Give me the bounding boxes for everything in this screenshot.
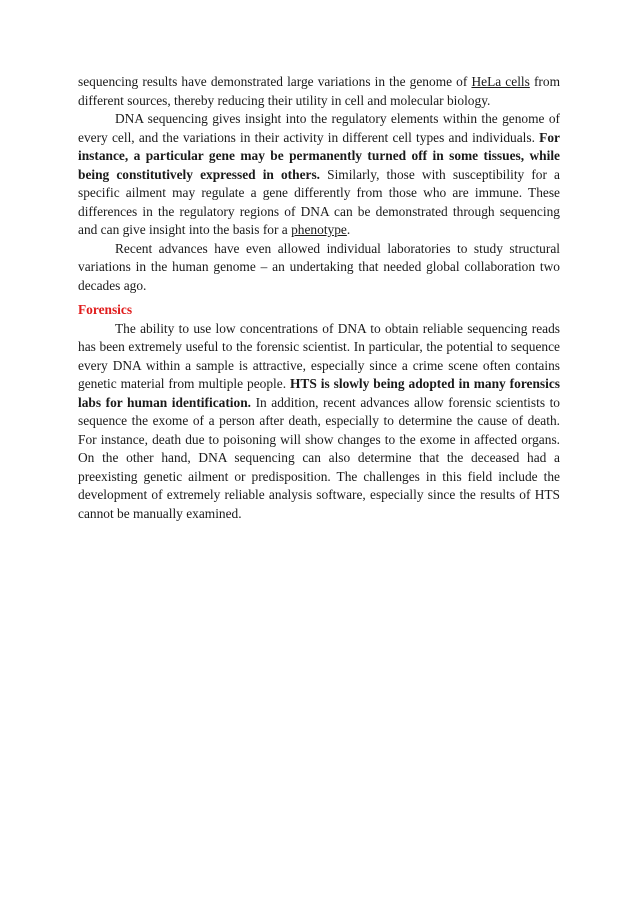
- document-body: [78, 73, 560, 523]
- bold-statement: HTS is slowly being adopted in many forensics labs for human identification.: [78, 376, 560, 410]
- paragraph-text: The ability to use low concentrations of DNA to obtain reliable sequencing reads has been extremely useful to the forensic scientist. In particular, the potential to sequence every DNA within a sample is attractive, especially since a crime scene often contains genetic material from multiple people.: [78, 320, 560, 391]
- paragraph-structural: [78, 240, 560, 296]
- hela-cells-link[interactable]: HeLa cells: [471, 74, 530, 89]
- paragraph-hela: [78, 73, 560, 110]
- paragraph-text: DNA sequencing gives insight into the regulatory elements within the genome of every cell, and the variations in their activity in different cell types and individuals.: [78, 111, 560, 145]
- paragraph-text: Similarly, those with susceptibility for a specific ailment may regulate a gene differently from those who are immune. These differences in the regulatory regions of DNA can be demonstrated through sequencing and can give insight into the basis for a: [78, 166, 560, 237]
- bold-statement: For instance, a particular gene may be permanently turned off in some tissues, while being constitutively expressed in others.: [78, 129, 560, 182]
- paragraph-text: .: [346, 222, 351, 237]
- paragraph-text: from different sources, thereby reducing their utility in cell and molecular biology.: [78, 74, 561, 108]
- paragraph-text: sequencing results have demonstrated large variations in the genome of: [78, 74, 472, 89]
- section-heading-forensics: Forensics: [78, 302, 133, 317]
- paragraph-regulatory: [78, 110, 560, 240]
- phenotype-link[interactable]: phenotype: [291, 222, 347, 237]
- paragraph-forensics: [78, 320, 560, 524]
- paragraph-text: In addition, recent advances allow forensic scientists to sequence the exome of a person after death, especially to determine the cause of death. For instance, death due to poisoning will show changes to the exome in affected organs. On the other hand, DNA sequencing can also determine that the deceased had a preexisting genetic ailment or predisposition. The challenges in this field include the development of extremely reliable analysis software, especially since the results of HTS cannot be manually examined.: [78, 394, 560, 521]
- paragraph-text: Recent advances have even allowed individual laboratories to study structural variations in the human genome – an undertaking that needed global collaboration two decades ago.: [78, 240, 560, 293]
